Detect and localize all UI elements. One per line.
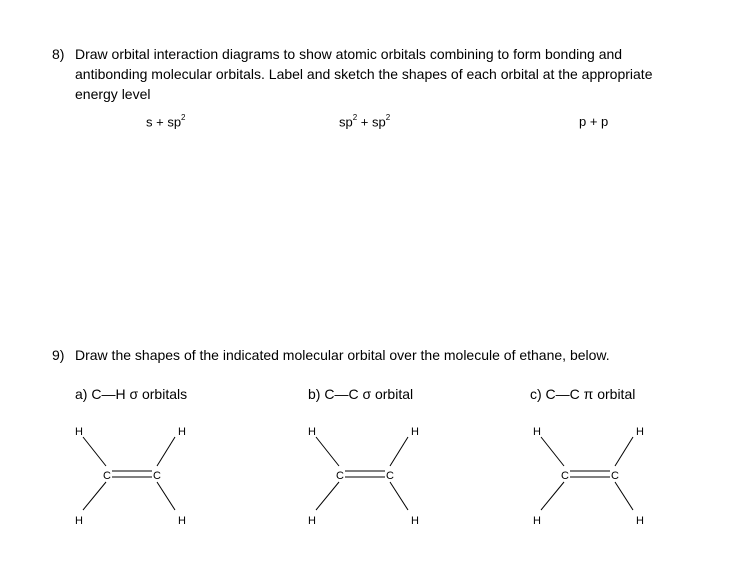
bond-ch-bottom-right [390,482,408,510]
combo-sp2-sp2-mid: + sp [357,114,386,130]
combo-s-sp2 [146,114,186,129]
bond-ch-top-left [541,437,564,466]
part-b-label: b) C—C σ orbital [308,386,414,402]
combo-sp2-sp2-sup1: 2 [352,113,358,122]
part-c-label: c) C—C π orbital [530,386,636,402]
atom-h-bottom-right: H [636,515,644,527]
combo-s-sp2-sup: 2 [181,113,186,122]
bond-ch-bottom-left [316,482,339,510]
atom-c-right: C [611,470,619,482]
atom-h-top-left: H [308,426,316,438]
bond-ch-top-right [390,437,408,466]
combo-p-p-text: p + p [579,114,609,129]
atom-h-top-right: H [178,426,186,438]
atom-h-bottom-left: H [533,515,541,527]
atom-h-bottom-left: H [75,515,83,527]
q8-text-line1: Draw orbital interaction diagrams to show atomic orbitals combining to form bonding and [75,46,623,62]
atom-h-top-right: H [411,426,419,438]
bond-ch-top-left [316,437,339,466]
q8-number: 8) [52,46,65,62]
bond-ch-bottom-left [541,482,564,510]
q8-text-line3: energy level [75,86,151,102]
atom-c-left: C [103,470,111,482]
combo-p-p [579,114,608,129]
bond-ch-bottom-right [615,482,633,510]
bond-ch-bottom-left [83,482,106,510]
bond-ch-top-right [615,437,633,466]
bond-ch-top-right [157,437,175,466]
atom-h-bottom-right: H [411,515,419,527]
q8-text-line2: antibonding molecular orbitals. Label and sketch the shapes of each orbital at the appropriate [75,66,653,82]
q9-text: Draw the shapes of the indicated molecular orbital over the molecule of ethane, below. [75,347,610,363]
q9-number: 9) [52,347,65,363]
atom-c-right: C [386,470,394,482]
atom-h-top-left: H [75,426,83,438]
bond-ch-bottom-right [157,482,175,510]
molecule-c [516,420,656,535]
molecule-b [291,420,431,535]
atom-c-right: C [153,470,161,482]
part-a-label: a) C—H σ orbitals [75,386,188,402]
combo-sp2-sp2 [339,114,390,129]
atom-h-bottom-right: H [178,515,186,527]
combo-sp2-sp2-sup2: 2 [385,113,391,122]
atom-c-left: C [336,470,344,482]
bond-ch-top-left [83,437,106,466]
combo-s-sp2-base: s + sp [146,114,182,130]
atom-h-top-right: H [636,426,644,438]
atom-c-left: C [561,470,569,482]
atom-h-bottom-left: H [308,515,316,527]
molecule-a [58,420,198,535]
combo-sp2-sp2-base1: sp [339,114,353,130]
atom-h-top-left: H [533,426,541,438]
